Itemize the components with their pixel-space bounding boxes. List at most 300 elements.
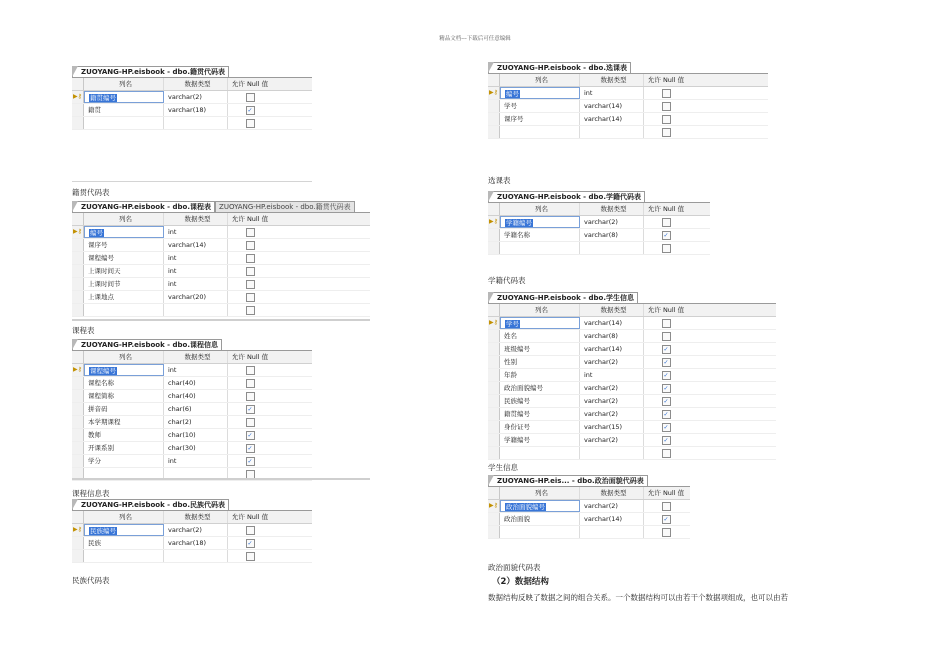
row-selector[interactable] [72,364,84,376]
row-selector[interactable] [72,524,84,536]
table-row[interactable] [488,356,776,369]
table-row[interactable] [72,278,370,291]
column-header-name[interactable]: 列名 [500,203,580,215]
column-name: 政治面貌 [504,515,530,523]
table-row[interactable] [72,429,312,442]
column-name-cell[interactable] [500,113,580,125]
table-row[interactable] [72,403,312,416]
row-selector[interactable] [72,455,84,467]
caption-course-schedule: 课程表 [72,326,95,335]
caption-ethnicity: 民族代码表 [72,576,110,585]
allow-null-checkbox[interactable] [662,128,671,137]
table-row[interactable] [72,442,312,455]
data-type-cell[interactable]: varchar(8) [580,330,644,342]
data-type-cell[interactable]: varchar(2) [164,524,228,536]
data-type-cell[interactable]: int [164,455,228,467]
allow-null-checkbox[interactable] [662,345,671,354]
allow-null-checkbox[interactable] [662,384,671,393]
row-selector[interactable] [488,513,500,525]
row-selector[interactable] [488,343,500,355]
allow-null-cell [228,278,272,290]
data-type-cell[interactable]: char(6) [164,403,228,415]
column-header-type[interactable]: 数据类型 [164,351,228,363]
column-name-cell[interactable] [500,513,580,525]
data-type-cell[interactable]: varchar(14) [580,100,644,112]
data-type-cell[interactable] [164,304,228,316]
body-paragraph: 数据结构反映了数据之间的组合关系。一个数据结构可以由若干个数据项组成，也可以由若 [488,593,788,602]
column-header-name[interactable]: 列名 [500,74,580,86]
allow-null-checkbox[interactable] [246,254,255,263]
allow-null-cell [644,126,688,138]
row-selector[interactable] [72,239,84,251]
table-row[interactable] [72,226,370,239]
column-name-cell[interactable] [84,442,164,454]
allow-null-checkbox[interactable] [662,397,671,406]
key-icon: ▶⚷ [72,93,82,100]
row-selector[interactable] [72,291,84,303]
column-name-cell[interactable] [84,304,164,316]
allow-null-cell [228,537,272,549]
row-selector[interactable] [72,104,84,116]
allow-null-checkbox[interactable] [246,93,255,102]
data-type-cell[interactable]: varchar(14) [580,343,644,355]
data-type-cell[interactable]: varchar(14) [580,317,644,329]
data-type-cell[interactable]: char(40) [164,377,228,389]
table-row[interactable] [72,91,312,104]
column-header-null[interactable]: 允许 Null 值 [231,215,269,223]
column-name-cell[interactable] [84,265,164,277]
allow-null-checkbox[interactable] [662,528,671,537]
allow-null-checkbox[interactable] [662,449,671,458]
table-row[interactable] [488,229,710,242]
table-row[interactable] [72,239,370,252]
empty-row[interactable] [488,126,768,139]
allow-null-cell [644,369,688,381]
column-name-cell[interactable] [84,403,164,415]
row-selector[interactable] [72,429,84,441]
section-heading: （2）数据结构 [492,577,549,587]
empty-row[interactable] [72,117,312,130]
row-selector[interactable] [488,330,500,342]
document-tab[interactable]: ZUOYANG-HP.eisbook - dbo.民族代码表 [72,499,229,510]
row-selector-header [72,213,84,225]
document-tab[interactable]: ZUOYANG-HP.eisbook - dbo.学籍代码表 [488,191,645,202]
empty-row[interactable] [488,526,690,539]
allow-null-checkbox[interactable] [246,526,255,535]
table-row[interactable] [488,216,710,229]
caption-enrollment-status: 学籍代码表 [488,276,526,285]
data-type-cell[interactable]: int [580,369,644,381]
column-header-type[interactable]: 数据类型 [164,213,228,225]
row-selector[interactable] [488,126,500,138]
allow-null-checkbox[interactable] [246,119,255,128]
column-name-cell[interactable] [84,455,164,467]
allow-null-checkbox[interactable] [662,371,671,380]
column-name-cell[interactable] [500,100,580,112]
row-selector-header [488,304,500,316]
data-type-cell[interactable]: int [164,364,228,376]
column-name-cell[interactable] [84,537,164,549]
key-icon: ▶⚷ [72,228,82,235]
column-name-cell[interactable] [84,91,164,103]
data-type-cell[interactable] [580,126,644,138]
empty-row[interactable] [72,550,312,563]
column-name: 上课地点 [88,293,114,301]
allow-null-checkbox[interactable] [662,102,671,111]
document-tab[interactable]: ZUOYANG-HP.eis... - dbo.政治面貌代码表 [488,475,648,486]
column-header-type[interactable]: 数据类型 [164,511,228,523]
table-row[interactable] [72,364,312,377]
allow-null-cell [228,239,272,251]
column-name-cell[interactable] [84,117,164,129]
table-row[interactable] [72,455,312,468]
page-header-note: 精品文档---下载后可任意编辑 [439,36,511,42]
column-name-cell[interactable] [500,382,580,394]
allow-null-checkbox[interactable] [246,306,255,315]
table-row[interactable] [72,416,312,429]
column-header-name[interactable]: 列名 [84,213,164,225]
column-header-row [488,74,768,87]
allow-null-cell [644,87,688,99]
column-name-cell[interactable] [500,434,580,446]
allow-null-checkbox[interactable] [246,366,255,375]
allow-null-checkbox[interactable] [662,358,671,367]
data-type-cell[interactable]: varchar(2) [580,408,644,420]
allow-null-checkbox[interactable] [662,115,671,124]
column-header-null[interactable]: 允许 Null 值 [231,513,269,521]
column-name-cell[interactable] [84,429,164,441]
empty-row[interactable] [72,304,370,317]
row-selector[interactable] [72,403,84,415]
table-row[interactable] [488,330,776,343]
row-selector[interactable] [72,442,84,454]
row-selector[interactable] [488,216,500,228]
column-name-cell[interactable] [500,317,580,329]
tab-bar [488,191,710,203]
column-name: 教师 [88,431,101,439]
row-selector[interactable] [72,377,84,389]
column-name-cell[interactable] [84,364,164,376]
table-row[interactable] [488,113,768,126]
row-selector[interactable] [488,421,500,433]
allow-null-checkbox[interactable] [662,515,671,524]
row-selector[interactable] [72,537,84,549]
data-type-cell[interactable]: int [164,265,228,277]
data-type-cell[interactable]: varchar(2) [164,91,228,103]
column-name-cell[interactable] [84,252,164,264]
allow-null-checkbox[interactable] [246,539,255,548]
allow-null-cell [228,265,272,277]
data-type-cell[interactable]: varchar(14) [164,239,228,251]
allow-null-cell [644,317,688,329]
table-row[interactable] [488,87,768,100]
allow-null-checkbox[interactable] [246,106,255,115]
data-type-cell[interactable]: int [164,252,228,264]
data-type-cell[interactable]: varchar(2) [580,356,644,368]
column-header-null[interactable]: 允许 Null 值 [231,353,269,361]
allow-null-checkbox[interactable] [246,241,255,250]
row-selector[interactable] [72,265,84,277]
row-selector[interactable] [72,278,84,290]
table-row[interactable] [488,500,690,513]
column-name: 姓名 [504,332,517,340]
column-header-null[interactable]: 允许 Null 值 [647,489,685,497]
data-type-cell[interactable]: int [164,278,228,290]
column-name-cell[interactable] [84,291,164,303]
key-icon: ▶⚷ [488,502,498,509]
allow-null-checkbox[interactable] [246,552,255,561]
allow-null-checkbox[interactable] [246,379,255,388]
row-selector[interactable] [72,117,84,129]
allow-null-cell [228,403,272,415]
column-header-name[interactable]: 列名 [500,487,580,499]
allow-null-checkbox[interactable] [662,319,671,328]
document-tab[interactable]: ZUOYANG-HP.eisbook - dbo.籍贯代码表 [215,201,355,212]
column-name-cell[interactable] [500,526,580,538]
column-header-name[interactable]: 列名 [84,511,164,523]
row-selector[interactable] [488,87,500,99]
row-selector[interactable] [72,550,84,562]
column-header-row [488,304,776,317]
table-row[interactable] [72,252,370,265]
column-name: 开课系别 [88,444,114,452]
column-name: 性别 [504,358,517,366]
allow-null-checkbox[interactable] [662,332,671,341]
column-header-null[interactable]: 允许 Null 值 [647,76,685,84]
column-name: 民族编号 [90,527,116,535]
allow-null-cell [228,291,272,303]
column-name-cell[interactable] [84,104,164,116]
document-tab[interactable]: ZUOYANG-HP.eisbook - dbo.课程信息 [72,339,222,350]
row-selector-header [72,351,84,363]
caption-course-info: 课程信息表 [72,489,110,498]
allow-null-checkbox[interactable] [246,457,255,466]
column-name-cell[interactable] [500,87,580,99]
column-name-cell[interactable] [500,447,580,459]
column-name-cell[interactable] [500,216,580,228]
column-name-cell[interactable] [500,500,580,512]
allow-null-checkbox[interactable] [662,423,671,432]
column-name-cell[interactable] [84,524,164,536]
table-row[interactable] [488,513,690,526]
data-type-cell[interactable]: int [580,87,644,99]
table-row[interactable] [72,104,312,117]
document-tab[interactable]: ZUOYANG-HP.eisbook - dbo.选课表 [488,62,631,73]
column-name-cell[interactable] [500,395,580,407]
row-selector[interactable] [72,390,84,402]
data-type-cell[interactable]: char(10) [164,429,228,441]
allow-null-cell [228,524,272,536]
table-row[interactable] [488,100,768,113]
tab-bar [72,201,370,213]
row-selector[interactable] [488,408,500,420]
allow-null-checkbox[interactable] [246,228,255,237]
data-type-cell[interactable]: varchar(2) [580,500,644,512]
column-name: 政治面貌编号 [506,503,545,511]
table-row[interactable] [488,369,776,382]
allow-null-checkbox[interactable] [246,444,255,453]
column-name: 本学期课程 [88,418,121,426]
row-selector[interactable] [72,416,84,428]
data-type-cell[interactable]: varchar(2) [580,216,644,228]
table-row[interactable] [72,377,312,390]
checkmark-icon: ✓ [663,371,669,379]
column-name: 籍贯 [88,106,101,114]
column-name-cell[interactable] [500,356,580,368]
table-row[interactable] [488,434,776,447]
row-selector[interactable] [488,382,500,394]
column-name-cell[interactable] [84,239,164,251]
table-row[interactable] [488,408,776,421]
checkmark-icon: ✓ [247,444,253,452]
row-selector[interactable] [488,100,500,112]
column-name-cell[interactable] [84,278,164,290]
checkmark-icon: ✓ [247,431,253,439]
data-type-cell[interactable]: char(40) [164,390,228,402]
row-selector[interactable] [72,304,84,316]
column-name-cell[interactable] [500,229,580,241]
data-type-cell[interactable]: char(2) [164,416,228,428]
allow-null-checkbox[interactable] [246,280,255,289]
row-selector[interactable] [488,447,500,459]
data-type-cell[interactable] [164,550,228,562]
data-type-cell[interactable]: varchar(15) [580,421,644,433]
column-name-cell[interactable] [84,550,164,562]
column-header-null[interactable]: 允许 Null 值 [647,306,685,314]
column-header-type[interactable]: 数据类型 [164,78,228,90]
allow-null-cell [644,356,688,368]
caption-student-info: 学生信息 [488,463,518,472]
data-type-cell[interactable]: varchar(18) [164,537,228,549]
allow-null-checkbox[interactable] [246,267,255,276]
document-tab[interactable]: ZUOYANG-HP.eisbook - dbo.学生信息 [488,292,638,303]
table-row[interactable] [488,395,776,408]
column-name-cell[interactable] [500,242,580,254]
row-selector[interactable] [72,252,84,264]
table-row[interactable] [72,524,312,537]
table-row[interactable] [488,421,776,434]
data-type-cell[interactable] [580,526,644,538]
column-name-cell[interactable] [500,126,580,138]
column-name-cell[interactable] [84,377,164,389]
row-selector[interactable] [488,395,500,407]
table-row[interactable] [72,265,370,278]
column-name: 学籍编号 [504,436,530,444]
allow-null-checkbox[interactable] [662,89,671,98]
column-name-cell[interactable] [500,421,580,433]
row-selector[interactable] [488,369,500,381]
row-selector[interactable] [488,229,500,241]
table-designer-course-info [72,339,312,481]
document-tab[interactable]: ZUOYANG-HP.eisbook - dbo.课程表 [72,201,215,212]
column-name-cell[interactable] [84,226,164,238]
data-type-cell[interactable]: varchar(2) [580,434,644,446]
allow-null-checkbox[interactable] [662,231,671,240]
allow-null-cell [228,226,272,238]
table-row[interactable] [72,291,370,304]
table-designer-ethnicity [72,499,312,563]
empty-row[interactable] [488,242,710,255]
row-selector[interactable] [488,356,500,368]
column-header-name[interactable]: 列名 [500,304,580,316]
table-row[interactable] [488,343,776,356]
column-header-null[interactable]: 允许 Null 值 [231,80,269,88]
allow-null-checkbox[interactable] [662,410,671,419]
document-tab[interactable]: ZUOYANG-HP.eisbook - dbo.籍贯代码表 [72,66,229,77]
column-header-type[interactable]: 数据类型 [580,74,644,86]
allow-null-checkbox[interactable] [246,293,255,302]
column-name-cell[interactable] [84,416,164,428]
data-type-cell[interactable]: char(30) [164,442,228,454]
tab-bar [72,339,312,351]
data-type-cell[interactable] [580,242,644,254]
table-row[interactable] [488,382,776,395]
data-type-cell[interactable]: varchar(18) [164,104,228,116]
column-header-name[interactable]: 列名 [84,351,164,363]
column-name: 学籍名称 [504,231,530,239]
allow-null-checkbox[interactable] [662,218,671,227]
data-type-cell[interactable] [164,117,228,129]
column-name-cell[interactable] [500,343,580,355]
allow-null-cell [644,100,688,112]
column-header-name[interactable]: 列名 [84,78,164,90]
row-selector-header [72,511,84,523]
table-row[interactable] [488,317,776,330]
allow-null-checkbox[interactable] [662,436,671,445]
data-type-cell[interactable]: varchar(14) [580,113,644,125]
allow-null-checkbox[interactable] [246,431,255,440]
column-name: 学分 [88,457,101,465]
data-type-cell[interactable] [580,447,644,459]
row-selector-header [488,203,500,215]
allow-null-checkbox[interactable] [246,418,255,427]
column-header-row [72,78,312,91]
table-designer-course-schedule [72,201,370,317]
column-header-type[interactable]: 数据类型 [580,304,644,316]
empty-row[interactable] [488,447,776,460]
data-type-cell[interactable]: int [164,226,228,238]
row-selector[interactable] [488,434,500,446]
allow-null-checkbox[interactable] [246,392,255,401]
allow-null-checkbox[interactable] [246,405,255,414]
column-name-cell[interactable] [500,408,580,420]
data-type-cell[interactable]: varchar(2) [580,382,644,394]
table-row[interactable] [72,537,312,550]
checkmark-icon: ✓ [663,515,669,523]
column-header-type[interactable]: 数据类型 [580,203,644,215]
column-header-null[interactable]: 允许 Null 值 [647,205,685,213]
row-selector[interactable] [488,526,500,538]
row-selector[interactable] [72,226,84,238]
row-selector[interactable] [488,317,500,329]
column-header-type[interactable]: 数据类型 [580,487,644,499]
data-type-cell[interactable]: varchar(2) [580,395,644,407]
row-selector[interactable] [488,500,500,512]
column-name-cell[interactable] [84,390,164,402]
data-type-cell[interactable]: varchar(14) [580,513,644,525]
data-type-cell[interactable]: varchar(8) [580,229,644,241]
row-selector[interactable] [72,91,84,103]
allow-null-cell [644,513,688,525]
row-selector[interactable] [488,113,500,125]
allow-null-checkbox[interactable] [662,244,671,253]
column-name-cell[interactable] [500,330,580,342]
data-type-cell[interactable]: varchar(20) [164,291,228,303]
column-name-cell[interactable] [500,369,580,381]
row-selector[interactable] [488,242,500,254]
allow-null-checkbox[interactable] [662,502,671,511]
table-row[interactable] [72,390,312,403]
